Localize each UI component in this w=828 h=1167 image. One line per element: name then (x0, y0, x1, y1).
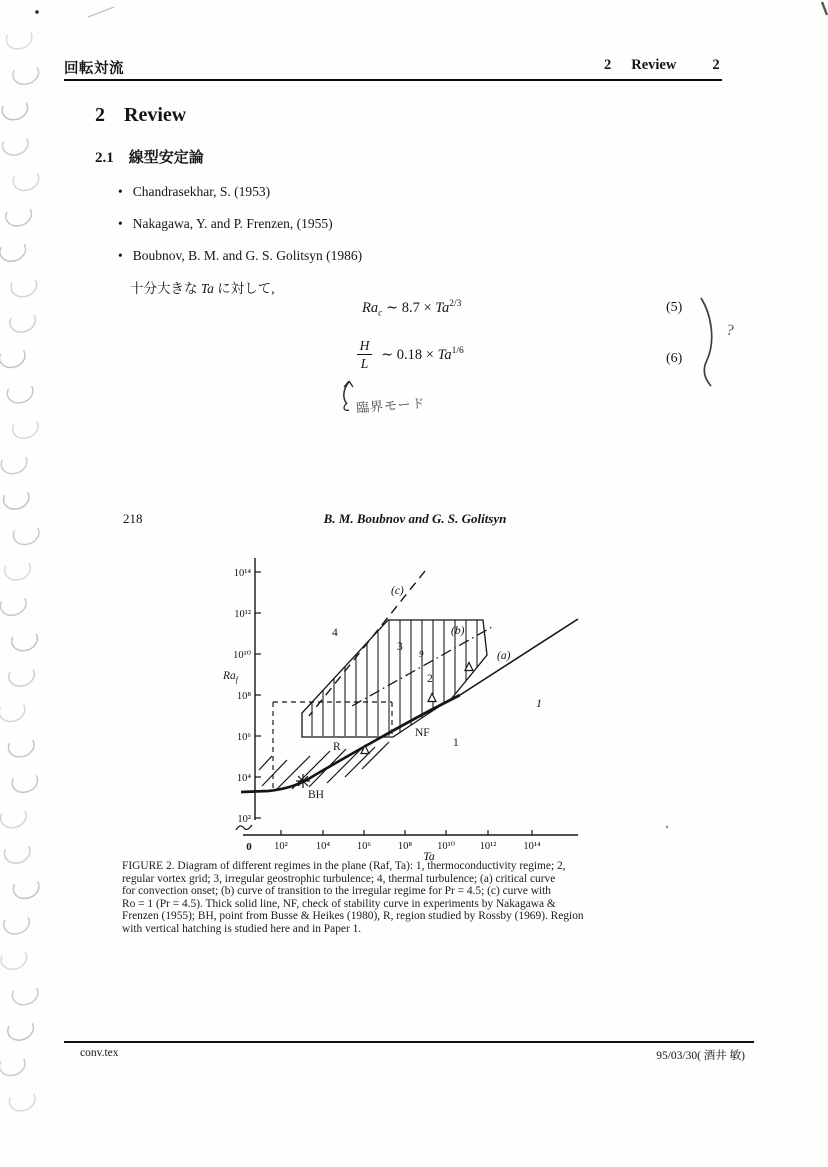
handwritten-arrow (344, 381, 353, 410)
intro-sentence: 十分大きな Ta に対して, (130, 281, 275, 296)
reference-item: • Nakagawa, Y. and P. Frenzen, (1955) (118, 216, 333, 232)
x-axis-label: Ta (423, 849, 435, 863)
caption-line: regular vortex grid; 3, irregular geostrophic turbulence; 4, thermal turbulence; (a) critical curve (122, 872, 556, 885)
equation-5: $Ra_c$ ∼ $8.7 \times Ta^{2/3}$ (362, 299, 462, 319)
caption-line: Frenzen (1955); BH, point from Busse & Heikes (1980), R, region studied by Rossby (1969). Region (122, 910, 584, 923)
x-tick-label: 0 (246, 841, 252, 853)
equation-6-number: (6) (666, 351, 683, 366)
y-tick-label: 10¹² (234, 609, 251, 620)
region-label-2: 2 (427, 673, 433, 685)
running-header-page-number: 2 (712, 57, 720, 73)
curve-label-c: (c) (391, 585, 404, 597)
x-tick-label: 10⁴ (315, 841, 331, 852)
x-tick-label: 10² (274, 841, 288, 852)
reference-item: • Boubnov, B. M. and G. S. Golitsyn (1986) (118, 248, 362, 264)
region-label-3: 3 (397, 641, 403, 653)
x-tick-label: 10⁶ (356, 841, 372, 852)
caption-line: Ro = 1 (Pr = 4.5). Thick solid line, NF, check of stability curve in experiments by Nakagawa & (122, 897, 556, 910)
stray-glyph: 9 (419, 649, 424, 659)
caption-line: with vertical hatching is studied here and in Paper 1. (122, 922, 362, 935)
equation-6: $\frac{H}{L}$ ∼ $0.18 \times Ta^{1/6}$ (356, 338, 464, 371)
x-tick-label: 10¹⁴ (523, 841, 541, 852)
y-tick-label: 10¹⁰ (233, 650, 251, 661)
handwritten-brace-annotation (701, 298, 736, 386)
curve-nf-thick (241, 695, 460, 792)
x-tick-label: 10⁸ (397, 841, 413, 852)
curve-a (460, 619, 578, 695)
y-tick-label: 10⁶ (236, 732, 251, 743)
handwritten-margin-note: 臨界モード (355, 395, 426, 416)
y-axis-label: $Ra_f$ (222, 670, 238, 684)
x-tick-label: 10¹⁰ (437, 841, 455, 852)
section-number: 2 (95, 104, 105, 126)
fraction-H-over-L: $\frac{H}{L}$ (356, 338, 373, 371)
region-label-1: 1 (453, 737, 459, 749)
hatched-region-outline (302, 620, 487, 737)
running-header-section (604, 57, 720, 74)
subsection-number: 2.1 (95, 150, 114, 166)
regime-diagram-figure (222, 558, 578, 863)
running-header-title: 回転対流 (64, 61, 124, 77)
figure-caption (122, 860, 722, 936)
footer-filename: conv.tex (80, 1047, 119, 1059)
caption-line: for convection onset; (b) curve of transition to the irregular regime for Pr = 4.5; (c) curve with (122, 885, 552, 898)
fraction-bar (357, 354, 372, 355)
subsection-title: 線型安定論 (128, 150, 204, 166)
y-tick-label: 10⁴ (236, 773, 251, 784)
triangle-marker (428, 694, 436, 702)
handwritten-question-mark: ? (725, 322, 736, 340)
axis-break-mark (236, 825, 252, 830)
marker-label-bh: BH (308, 789, 324, 801)
variable-Ta: Ta (200, 281, 214, 296)
footer-date-author: 95/03/30( 酒井 敏) (656, 1050, 745, 1062)
curve-label-b: (b) (451, 625, 465, 637)
equation-5-number: (5) (666, 300, 683, 315)
region-label-4: 4 (332, 627, 338, 639)
footer-rule (64, 1041, 754, 1043)
marker-label-r: R (333, 741, 341, 753)
asterisk-marker-BH (296, 774, 310, 788)
figure-source-page-number: 218 (123, 511, 143, 526)
y-tick-label: 10¹⁴ (233, 568, 251, 579)
region-label-1: 1 (536, 696, 542, 710)
section-title: Review (124, 104, 187, 126)
curve-label-a: (a) (497, 650, 511, 662)
handwritten-brace (701, 298, 712, 386)
spiral-binding-marks (0, 32, 39, 1111)
caption-line: FIGURE 2. Diagram of different regimes in the plane (Raf, Ta): 1, thermoconductivity regime; 2, (122, 860, 566, 872)
running-header-section-number: 2 (604, 57, 612, 73)
figure-source-running-title: B. M. Boubnov and G. S. Golitsyn (323, 511, 507, 526)
header-rule (64, 79, 722, 81)
subsection-heading (95, 146, 204, 167)
y-tick-label: 10² (237, 814, 251, 825)
y-tick-label: 10⁸ (236, 691, 251, 702)
reference-item: • Chandrasekhar, S. (1953) (118, 184, 270, 200)
x-tick-label: 10¹² (479, 841, 497, 852)
running-header-section-title: Review (631, 57, 677, 73)
curve-label-nf: NF (415, 727, 430, 739)
section-heading (95, 104, 186, 127)
